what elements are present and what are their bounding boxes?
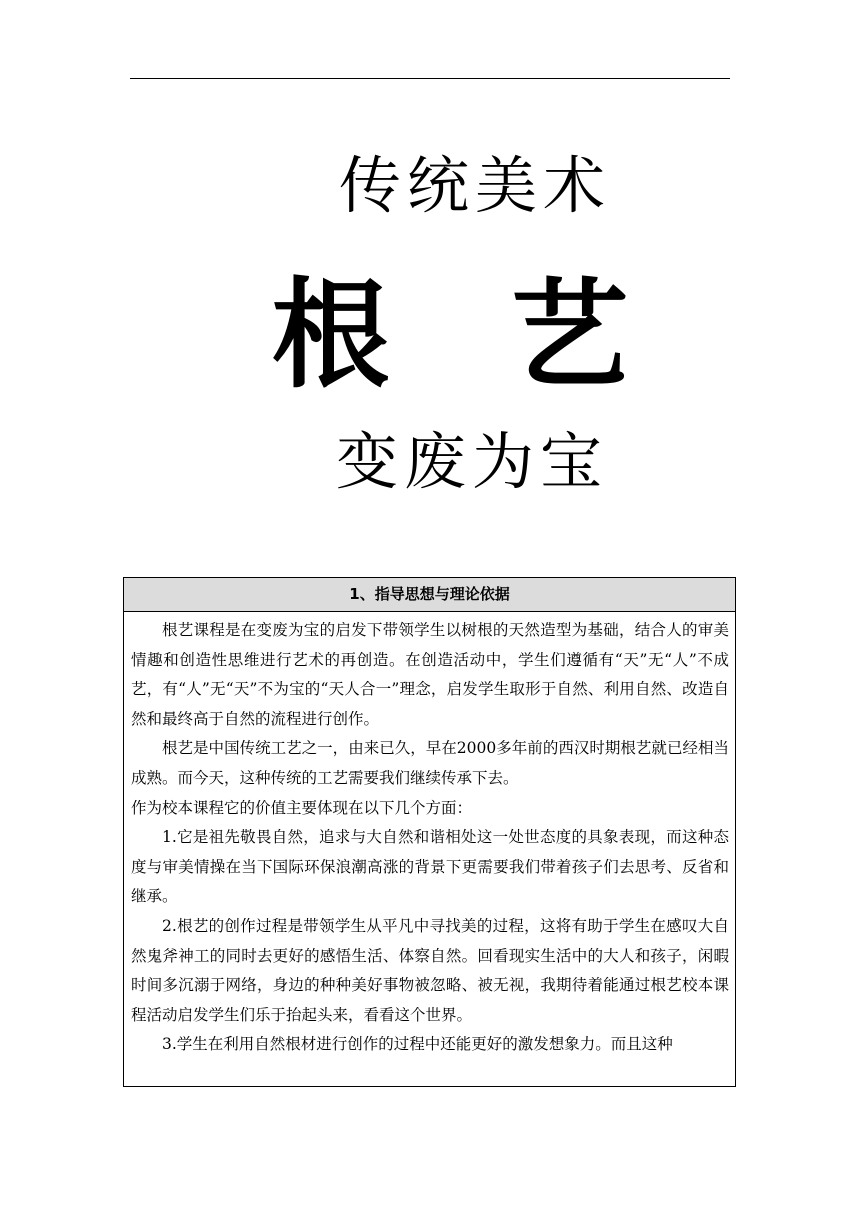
cover-title-top: 传统美术 bbox=[338, 149, 611, 222]
paragraph: 根艺课程是在变废为宝的启发下带领学生以树根的天然造型为基础，结合人的审美情趣和创造性思维进行艺术的再创造。在创造活动中，学生们遵循有“天”无“人”不成艺，有“人”无“天”不为宝的“天人合一”理念，启发学生取形于自然、利用自然、改造自然和最终高于自然的流程进行创作。 bbox=[131, 621, 729, 728]
cover-title-main: 根 艺 bbox=[271, 266, 669, 404]
section-body bbox=[124, 612, 735, 1060]
paragraph: 1.它是祖先敬畏自然，追求与大自然和谐相处这一处世态度的具象表现，而这种态度与审美情操在当下国际环保浪潮高涨的背景下更需要我们带着孩子们去思考、反省和继承。 bbox=[131, 828, 729, 906]
content-table bbox=[123, 577, 736, 1087]
paragraph: 2.根艺的创作过程是带领学生从平凡中寻找美的过程，这将有助于学生在感叹大自然鬼斧神工的同时去更好的感悟生活、体察自然。回看现实生活中的大人和孩子，闲暇时间多沉溺于网络，身边的种种美好事物被忽略、被无视，我期待着能通过根艺校本课程活动启发学生们乐于抬起头来，看看这个世界。 bbox=[131, 916, 729, 1024]
section-heading: 1、指导思想与理论依据 bbox=[124, 578, 735, 612]
paragraph: 3.学生在利用自然根材进行创作的过程中还能更好的激发想象力。而且这种 bbox=[162, 1035, 673, 1054]
paragraph: 根艺是中国传统工艺之一，由来已久，早在2000多年前的西汉时期根艺就已经相当成熟。而今天，这种传统的工艺需要我们继续传承下去。 bbox=[131, 739, 729, 787]
header-rule bbox=[130, 78, 730, 79]
cover-title-bottom: 变废为宝 bbox=[335, 425, 608, 498]
paragraph: 作为校本课程它的价值主要体现在以下几个方面： bbox=[131, 798, 473, 817]
